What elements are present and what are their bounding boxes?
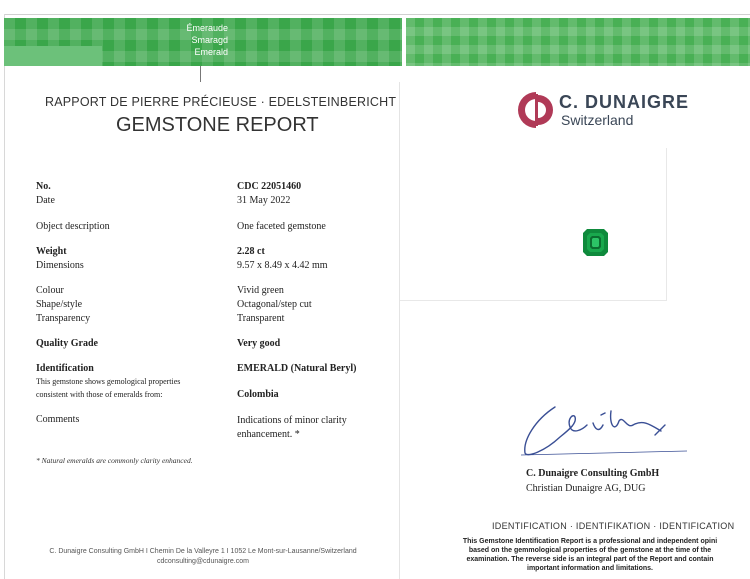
disclaimer-line1: This Gemstone Identification Report is a professional and independent opini — [462, 538, 718, 545]
header-banner — [4, 18, 750, 66]
dimensions-value: 9.57 x 8.49 x 4.42 mm — [237, 260, 328, 271]
comments-value-line2: enhancement. * — [237, 429, 300, 440]
shape-value: Octagonal/step cut — [237, 299, 312, 310]
identification-label: Identification — [36, 363, 94, 374]
identification-heading: IDENTIFICATION · IDENTIFIKATION · IDENTIFICATION — [492, 521, 735, 531]
footer-email: cdconsulting@cdunaigre.com — [157, 558, 249, 565]
signature-icon — [515, 395, 695, 461]
banner-light-stripe — [4, 46, 102, 66]
colour-label: Colour — [36, 285, 64, 296]
identification-note-line1: This gemstone shows gemological properties — [36, 377, 181, 386]
footer-address: C. Dunaigre Consulting GmbH I Chemin De la Valleyre 1 I 1052 Le Mont-sur-Lausanne/Switzerland — [49, 548, 357, 555]
comments-label: Comments — [36, 414, 80, 425]
quality-label: Quality Grade — [36, 338, 98, 349]
disclaimer-line2: based on the gemmological properties of the gemstone at the time of the — [468, 547, 712, 554]
origin-value: Colombia — [237, 389, 279, 400]
company-logo-place: Switzerland — [561, 112, 634, 128]
quality-value: Very good — [237, 338, 281, 349]
weight-value: 2.28 ct — [237, 246, 265, 257]
disclaimer — [430, 537, 750, 573]
signatory-company: C. Dunaigre Consulting GmbH — [526, 468, 660, 479]
identification-value: EMERALD (Natural Beryl) — [237, 363, 357, 374]
transparency-value: Transparent — [237, 313, 285, 324]
frame-left-line — [4, 14, 5, 579]
transparency-label: Transparency — [36, 313, 91, 324]
shape-label: Shape/style — [36, 299, 83, 310]
footnote: * Natural emeralds are commonly clarity enhanced. — [36, 456, 193, 465]
banner-gem-names — [104, 22, 228, 58]
banner-name-de: Smaragd — [191, 35, 228, 45]
date-label: Date — [36, 195, 55, 206]
banner-name-en: Emerald — [194, 47, 228, 57]
company-logo-name: C. DUNAIGRE — [559, 92, 690, 112]
banner-name-fr: Émeraude — [186, 23, 228, 33]
identification-note-line2: consistent with those of emeralds from: — [36, 390, 163, 399]
number-label: No. — [36, 181, 51, 192]
emerald-cut-gem-icon — [583, 229, 608, 256]
object-label: Object description — [36, 221, 110, 232]
report-title: GEMSTONE REPORT — [116, 114, 319, 136]
frame-top-line — [4, 14, 750, 15]
object-value: One faceted gemstone — [237, 221, 326, 232]
dimensions-label: Dimensions — [36, 260, 84, 271]
report-subtitle: RAPPORT DE PIERRE PRÉCIEUSE · EDELSTEINBERICHT — [45, 95, 397, 109]
colour-value: Vivid green — [237, 285, 284, 296]
signatory-subtitle: Christian Dunaigre AG, DUG — [526, 483, 646, 494]
date-value: 31 May 2022 — [237, 195, 291, 206]
disclaimer-line4: important information and limitations. — [527, 565, 653, 572]
disclaimer-line3: examination. The reverse side is an integral part of the Report and contain — [466, 556, 714, 563]
banner-right-pattern — [406, 18, 750, 66]
number-value: CDC 22051460 — [237, 181, 302, 192]
banner-tick-mark — [200, 66, 201, 82]
cd-logo-icon — [516, 90, 556, 130]
gem-photo-frame — [400, 148, 667, 301]
comments-value-line1: Indications of minor clarity — [237, 415, 347, 426]
weight-label: Weight — [36, 246, 67, 257]
footer-address-block — [36, 547, 370, 567]
